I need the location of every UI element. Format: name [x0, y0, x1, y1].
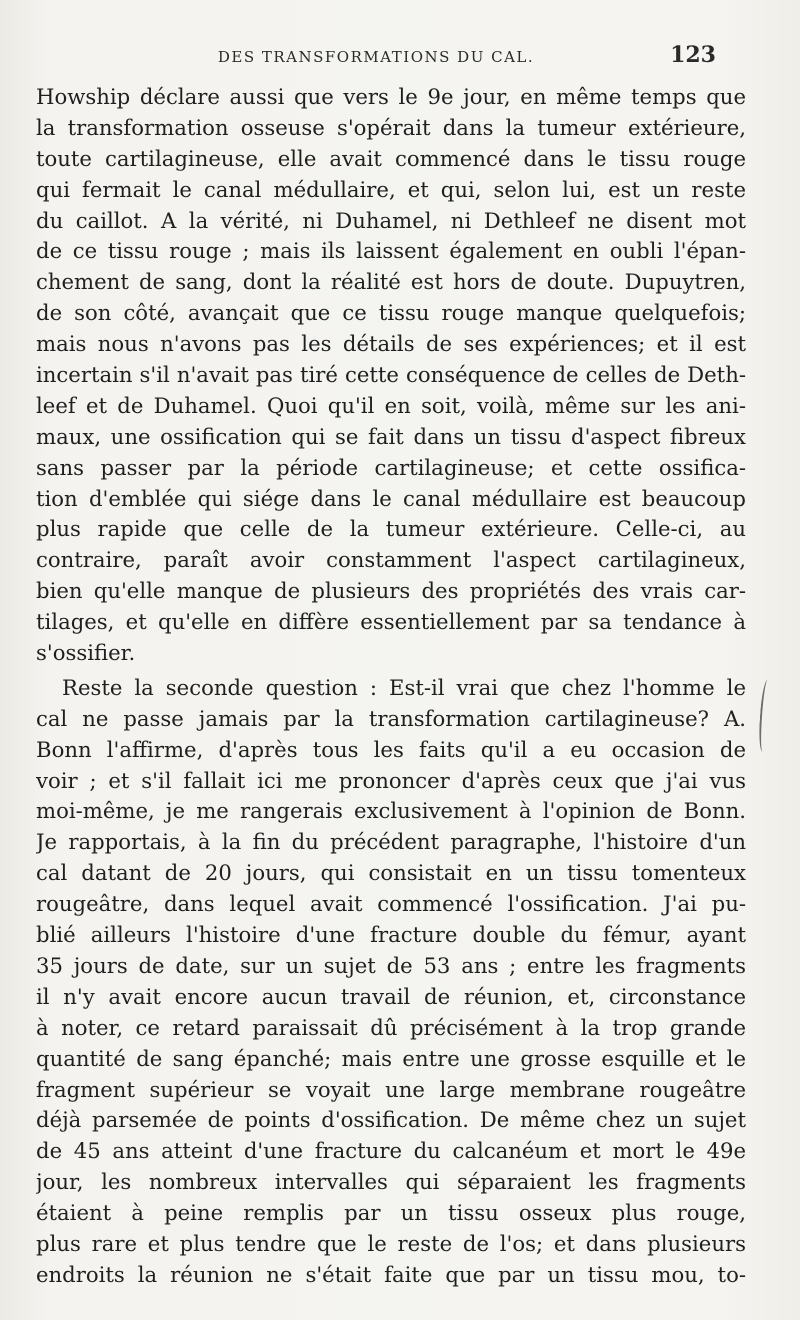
text-line: blié ailleurs l'histoire d'une fracture double du fémur, ayant: [36, 922, 746, 948]
page-number: 123: [670, 42, 716, 68]
paragraph: [36, 673, 746, 1291]
text-line: endroits la réunion ne s'était faite que par un tissu mou, to-: [36, 1261, 746, 1287]
text-line: voir ; et s'il fallait ici me prononcer d'après ceux que j'ai vus: [36, 767, 746, 793]
text-line: Howship déclare aussi que vers le 9e jour, en même temps que: [36, 84, 746, 109]
paragraph: [36, 82, 746, 669]
text-line: du caillot. A la vérité, ni Duhamel, ni Dethleef ne disent mot: [36, 207, 746, 233]
text-line: de 45 ans atteint d'une fracture du calcanéum et mort le 49e: [36, 1138, 746, 1164]
text-line: 35 jours de date, sur un sujet de 53 ans ; entre les fragments: [36, 952, 746, 978]
text-line: jour, les nombreux intervalles qui séparaient les fragments: [36, 1169, 746, 1195]
text-line: cal datant de 20 jours, qui consistait en un tissu tomenteux: [36, 860, 746, 886]
text-line: fragment supérieur se voyait une large membrane rougeâtre: [36, 1076, 746, 1102]
text-line: s'ossifier.: [36, 640, 136, 666]
text-line: bien qu'elle manque de plusieurs des propriétés des vrais car-: [36, 578, 746, 604]
text-line: la transformation osseuse s'opérait dans la tumeur extérieure,: [36, 114, 746, 140]
text-line: il n'y avait encore aucun travail de réunion, et, circonstance: [36, 983, 746, 1009]
text-line: mais nous n'avons pas les détails de ses expériences; et il est: [36, 331, 746, 357]
page-header: [36, 42, 716, 74]
text-line: étaient à peine remplis par un tissu osseux plus rouge,: [36, 1200, 746, 1226]
text-line: maux, une ossification qui se fait dans un tissu d'aspect fibreux: [36, 423, 746, 449]
text-line: leef et de Duhamel. Quoi qu'il en soit, voilà, même sur les ani-: [36, 392, 746, 418]
text-line: quantité de sang épanché; mais entre une grosse esquille et le: [36, 1045, 746, 1071]
text-line: sans passer par la période cartilagineuse; et cette ossifica-: [36, 454, 746, 480]
text-line: incertain s'il n'avait pas tiré cette conséquence de celles de Deth-: [36, 362, 746, 388]
text-line: Bonn l'affirme, d'après tous les faits qu'il a eu occasion de: [36, 736, 746, 762]
text-line: contraire, paraît avoir constamment l'aspect cartilagineux,: [36, 547, 746, 573]
text-line: tilages, et qu'elle en diffère essentiellement par sa tendance à: [36, 609, 746, 635]
running-head: DES TRANSFORMATIONS DU CAL.: [217, 48, 535, 66]
margin-pencil-mark: [758, 680, 773, 753]
text-line: de ce tissu rouge ; mais ils laissent également en oubli l'épan-: [36, 238, 746, 264]
text-line: Je rapportais, à la fin du précédent paragraphe, l'histoire d'un: [36, 829, 746, 855]
text-line: plus rare et plus tendre que le reste de l'os; et dans plusieurs: [36, 1230, 746, 1256]
text-line: qui fermait le canal médullaire, et qui, selon lui, est un reste: [36, 176, 746, 202]
body-text: [36, 82, 746, 1291]
text-line: moi-même, je me rangerais exclusivement à l'opinion de Bonn.: [36, 798, 746, 824]
text-line: toute cartilagineuse, elle avait commencé dans le tissu rouge: [36, 145, 746, 171]
text-line: déjà parsemée de points d'ossification. De même chez un sujet: [36, 1107, 746, 1133]
text-line: cal ne passe jamais par la transformation cartilagineuse? A.: [36, 705, 746, 731]
text-line: de son côté, avançait que ce tissu rouge manque quelquefois;: [36, 300, 746, 326]
text-line: Reste la seconde question : Est-il vrai que chez l'homme le: [62, 674, 746, 700]
text-line: plus rapide que celle de la tumeur extérieure. Celle-ci, au: [36, 516, 746, 542]
text-line: rougeâtre, dans lequel avait commencé l'ossification. J'ai pu-: [36, 891, 746, 917]
text-line: chement de sang, dont la réalité est hors de doute. Dupuytren,: [36, 269, 746, 295]
text-line: tion d'emblée qui siége dans le canal médullaire est beaucoup: [36, 485, 746, 511]
text-line: à noter, ce retard paraissait dû précisément à la trop grande: [36, 1014, 746, 1040]
